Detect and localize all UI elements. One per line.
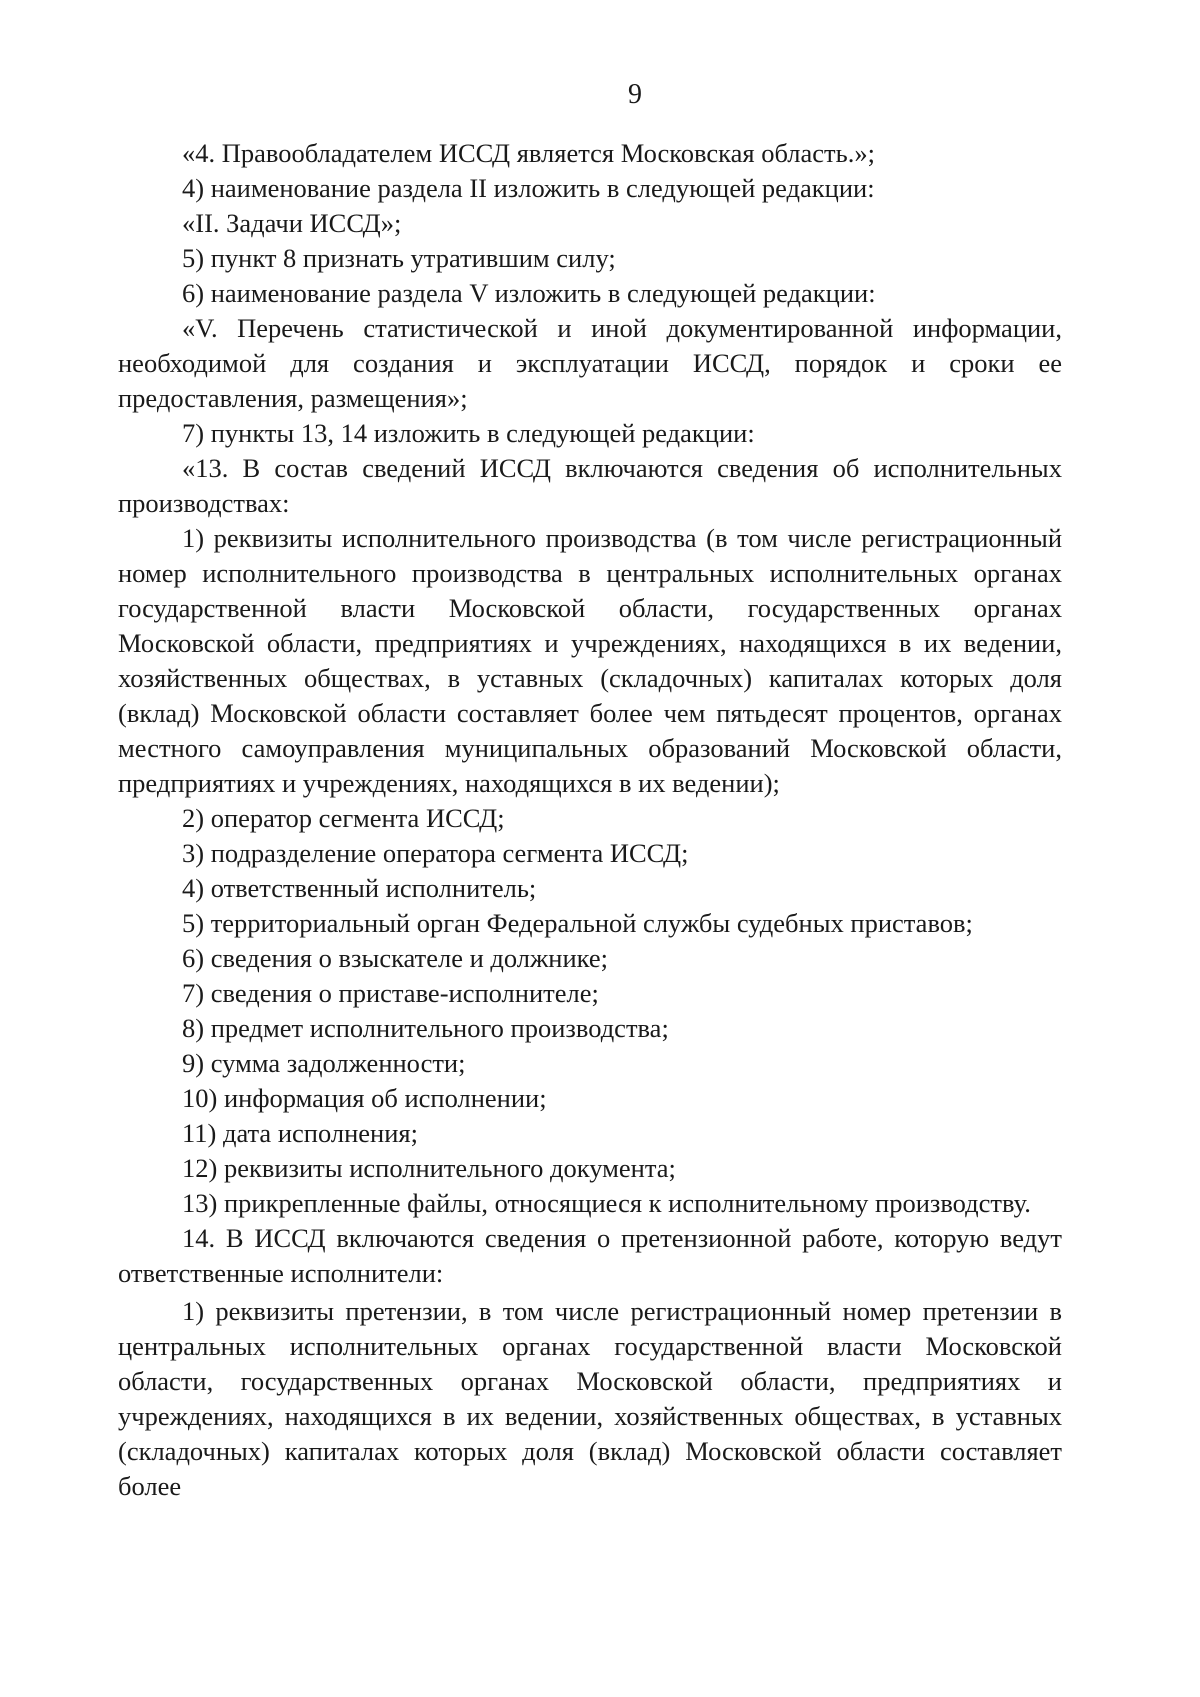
paragraph-item-5: 5) пункт 8 признать утратившим силу; xyxy=(182,243,616,273)
paragraph-item-7: 7) пункты 13, 14 изложить в следующей редакции: xyxy=(182,418,755,448)
paragraph-section-2-title: «II. Задачи ИССД»; xyxy=(182,208,402,238)
paragraph-point-13: «13. В состав сведений ИССД включаются сведения об исполнительных производствах: xyxy=(118,453,1062,518)
paragraph-point-13-item-6: 6) сведения о взыскателе и должнике; xyxy=(182,943,609,973)
paragraph-point-13-item-12: 12) реквизиты исполнительного документа; xyxy=(182,1153,676,1183)
paragraph-point-14-item-1: 1) реквизиты претензии, в том числе регистрационный номер претензии в центральных исполнительных органах государственной власти Московской области, государственных органах Московской области, предприятиях и учреждениях, находящихся в их ведении, хозяйственных обществах, в уставных (складочных) капиталах которых доля (вклад) Московской области составляет более xyxy=(118,1296,1062,1501)
paragraph-point-13-item-3: 3) подразделение оператора сегмента ИССД; xyxy=(182,838,689,868)
paragraph-point-13-item-10: 10) информация об исполнении; xyxy=(182,1083,547,1113)
paragraph-point-13-item-9: 9) сумма задолженности; xyxy=(182,1048,466,1078)
paragraph-section-5-title: «V. Перечень статистической и иной документированной информации, необходимой для создания и эксплуатации ИССД, порядок и сроки ее предоставления, размещения»; xyxy=(118,313,1062,413)
paragraph-point-13-item-1: 1) реквизиты исполнительного производства (в том числе регистрационный номер исполнительного производства в центральных исполнительных органах государственной власти Московской области, государственных органах Московской области, предприятиях и учреждениях, находящихся в их ведении, хозяйственных обществах, в уставных (складочных) капиталах которых доля (вклад) Московской области составляет более чем пятьдесят процентов, органах местного самоуправления муниципальных образований Московской области, предприятиях и учреждениях, находящихся в их ведении); xyxy=(118,523,1062,798)
paragraph-point-13-item-5: 5) территориальный орган Федеральной службы судебных приставов; xyxy=(182,908,973,938)
paragraph-point-13-item-11: 11) дата исполнения; xyxy=(182,1118,418,1148)
paragraph-point-13-item-8: 8) предмет исполнительного производства; xyxy=(182,1013,669,1043)
page-number: 9 xyxy=(628,79,642,110)
paragraph-point-13-item-13: 13) прикрепленные файлы, относящиеся к исполнительному производству. xyxy=(182,1188,1031,1218)
paragraph-rightholder: «4. Правообладателем ИССД является Московская область.»; xyxy=(182,138,875,168)
paragraph-point-13-item-4: 4) ответственный исполнитель; xyxy=(182,873,537,903)
paragraph-item-4: 4) наименование раздела II изложить в следующей редакции: xyxy=(182,173,875,203)
paragraph-item-6: 6) наименование раздела V изложить в следующей редакции: xyxy=(182,278,876,308)
paragraph-point-13-item-2: 2) оператор сегмента ИССД; xyxy=(182,803,505,833)
paragraph-point-13-item-7: 7) сведения о приставе-исполнителе; xyxy=(182,978,599,1008)
paragraph-point-14: 14. В ИССД включаются сведения о претензионной работе, которую ведут ответственные исполнители: xyxy=(118,1223,1062,1288)
document-body xyxy=(118,136,1062,1504)
